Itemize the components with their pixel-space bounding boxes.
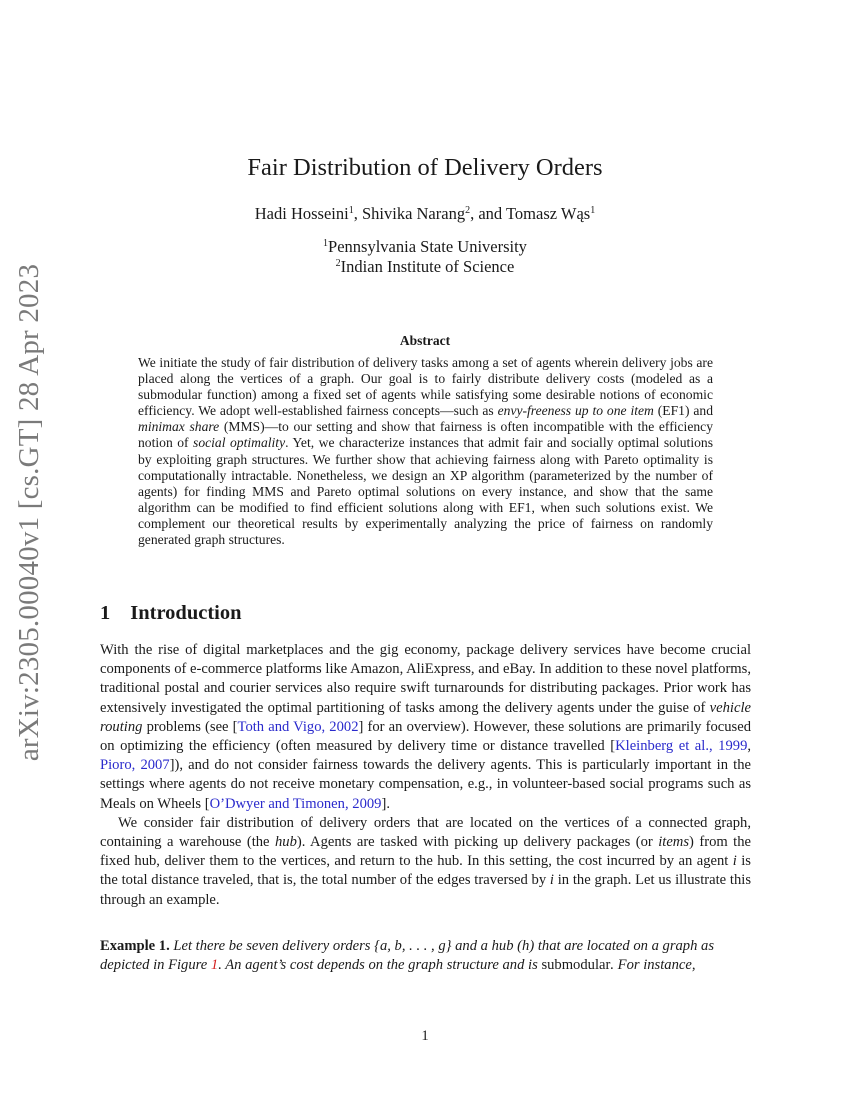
abstract-heading: Abstract: [399, 333, 451, 348]
abstract-body: We initiate the study of fair distribution of delivery tasks among a set of agents wherein delivery jobs are placed along the vertices of a graph. Our goal is to fairly distribute delivery costs (modeled as a submodular function) among a fixed set of agents while satisfying some desirable notions of economic efficiency. We adopt well-established fairness concepts—such as envy-freeness up to one item (EF1) and minimax share (MMS)—to our setting and show that fairness is often incompatible with the efficiency notion of social optimality. Yet, we characterize instances that admit fair and socially optimal solutions by exploiting graph structures. We further show that achieving fairness along with Pareto optimality is computationally intractable. Nonetheless, we design an XP algorithm (parameterized by the number of agents) for finding MMS and Pareto optimal solutions on every instance, and show that the same algorithm can be modified to find efficient solutions along with EF1, when such solutions exist. We complement our theoretical results by experimentally analyzing the price of fairness on randomly generated graph structures.: [138, 355, 713, 548]
example-1: Example 1. Let there be seven delivery orders {a, b, . . . , g} and a hub (h) that are located on a graph as depicted in Figure 1. An agent’s cost depends on the graph structure and is submodular. For instance,: [100, 938, 715, 974]
section-number: 1: [100, 602, 111, 624]
author-name: Tomasz Wąs: [505, 204, 591, 223]
affiliation: $^1$Pennsylvania State University: [323, 237, 527, 256]
section-heading-introduction: [100, 602, 242, 625]
author-list: Hadi Hosseini$^1$, Shivika Narang$^2$, and Tomasz Wąs$^1$: [254, 204, 596, 223]
author-name: Hadi Hosseini: [254, 204, 349, 223]
paragraph: With the rise of digital marketplaces and the gig economy, package delivery services have become crucial components of e-commerce platforms like Amazon, AliExpress, and eBay. In addition to these novel platforms, traditional postal and courier services also require swift turnarounds for distributing packages. Prior work has extensively investigated the optimal partitioning of tasks among the delivery agents under the guise of vehicle routing problems (see [Toth and Vigo, 2002] for an overview). However, these solutions are primarily focused on optimizing the efficiency (often measured by delivery time or distance travelled [Kleinberg et al., 1999, Pioro, 2007]), and do not consider fairness towards the delivery agents. This is particularly important in the settings where agents do not receive monetary compensation, e.g., in volunteer-based social programs such as Meals on Wheels [O’Dwyer and Timonen, 2009].: [100, 642, 752, 812]
citation-link[interactable]: Pioro, 2007: [100, 757, 170, 774]
citation-link[interactable]: Kleinberg et al., 1999: [615, 738, 748, 755]
arxiv-stamp-text: arXiv:2305.00040v1 [cs.GT] 28 Apr 2023: [13, 263, 46, 761]
affiliation-mark: 1: [590, 205, 596, 216]
section-title: Introduction: [130, 602, 242, 624]
example-label: Example 1.: [100, 938, 170, 954]
citation-link[interactable]: O’Dwyer and Timonen, 2009: [209, 795, 382, 812]
affiliation: $^2$Indian Institute of Science: [335, 257, 515, 276]
figure-reference-link[interactable]: 1: [210, 957, 219, 974]
paper-title: Fair Distribution of Delivery Orders: [247, 154, 603, 181]
author-name: Shivika Narang: [361, 204, 466, 223]
paragraph: We consider fair distribution of delivery orders that are located on the vertices of a connected graph, containing a warehouse (the hub). Agents are tasked with picking up delivery packages (or items) from the fixed hub, deliver them to the vertices, and return to the hub. In this setting, the cost incurred by an agent i is the total distance traveled, that is, the total number of the edges traversed by i in the graph. Let us illustrate this through an example.: [100, 814, 752, 908]
introduction-body: [100, 641, 751, 910]
affiliation-mark: 1: [348, 205, 354, 216]
affiliation-mark: 2: [465, 205, 471, 216]
citation-link[interactable]: Toth and Vigo, 2002: [237, 718, 359, 735]
page-number: 1: [421, 1028, 429, 1044]
arxiv-identifier-stamp: [8, 263, 52, 761]
